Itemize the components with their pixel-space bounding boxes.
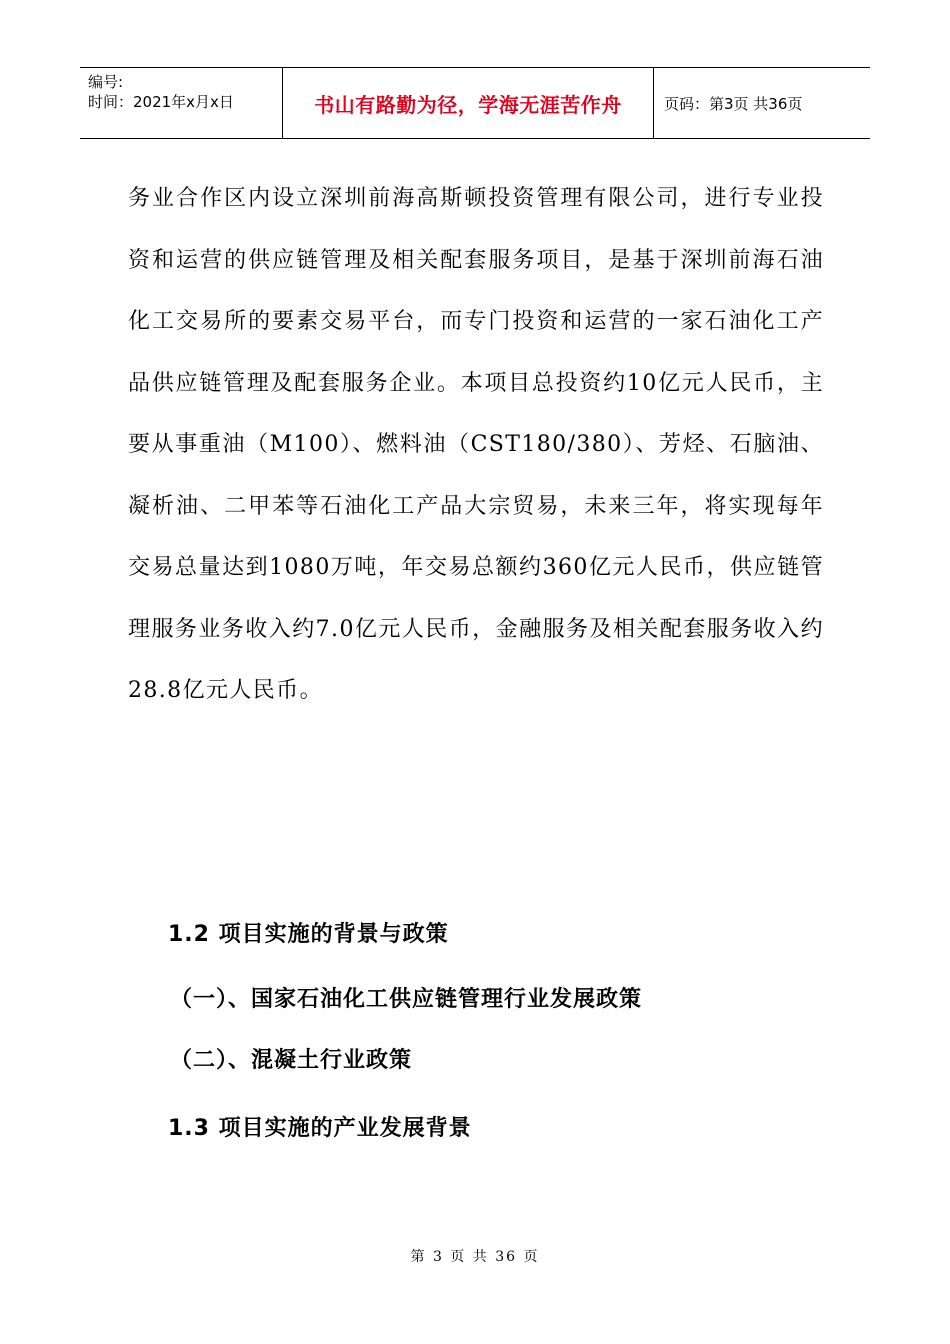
header-meta — [80, 68, 283, 138]
page-header — [80, 67, 870, 139]
page-info-text: 页码：第3页 共36页 — [664, 94, 803, 113]
subsection-heading-1: （一）、国家石油化工供应链管理行业发展政策 — [170, 987, 643, 1012]
subsection-heading-2: （二）、混凝土行业政策 — [170, 1048, 413, 1073]
body-paragraph: 务业合作区内设立深圳前海高斯顿投资管理有限公司，进行专业投资和运营的供应链管理及相关配套服务项目，是基于深圳前海石油化工交易所的要素交易平台，而专门投资和运营的一家石油化工产品供应链管理及配套服务企业。本项目总投资约10亿元人民币，主要从事重油（M100）、燃料油（CST180/380）、芳烃、石脑油、凝析油、二甲苯等石油化工产品大宗贸易，未来三年，将实现每年交易总量达到1080万吨，年交易总额约360亿元人民币，供应链管理服务业务收入约7.0亿元人民币，金融服务及相关配套服务收入约28.8亿元人民币。 — [128, 186, 824, 703]
motto-text: 书山有路勤为径，学海无涯苦作舟 — [314, 92, 622, 117]
section-heading-1-2: 1.2 项目实施的背景与政策 — [168, 922, 449, 947]
section-heading-1-3: 1.3 项目实施的产业发展背景 — [168, 1116, 472, 1141]
document-number-label: 编号: — [88, 73, 124, 91]
document-time-label: 时间：2021年x月x日 — [88, 93, 234, 111]
header-page-info — [654, 68, 870, 138]
page-footer: 第 3 页 共 36 页 — [410, 1249, 540, 1265]
header-motto — [283, 68, 654, 138]
